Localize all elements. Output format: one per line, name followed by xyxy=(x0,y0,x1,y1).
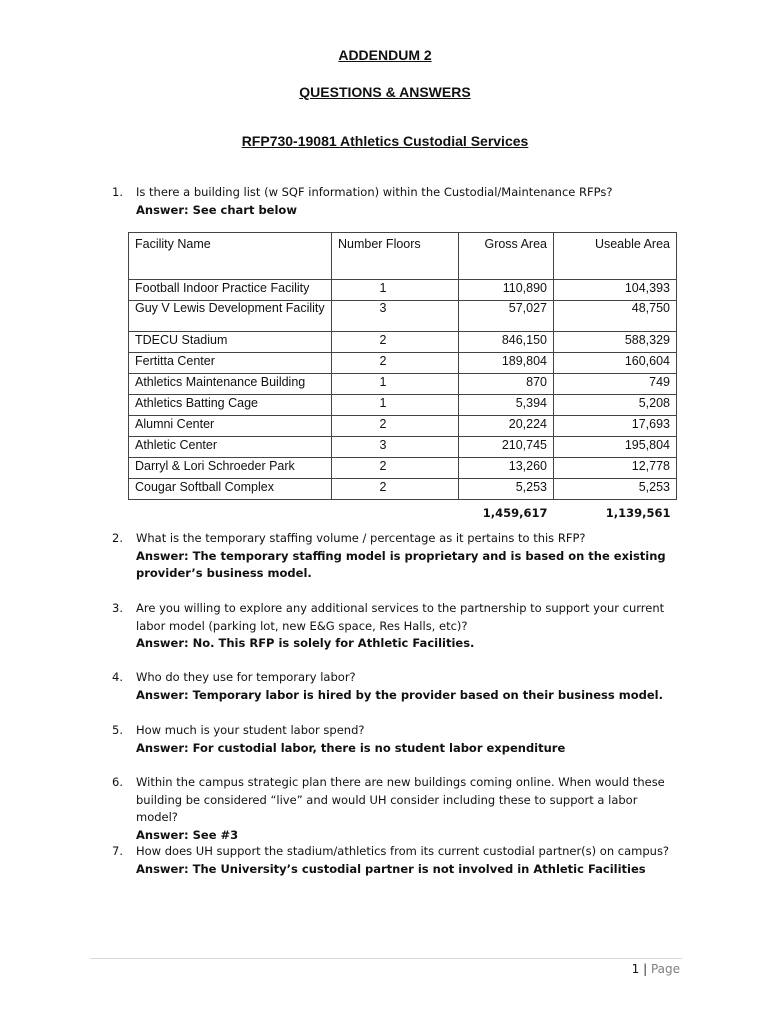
question-number: 1. xyxy=(112,185,123,199)
facility-useable-area: 104,393 xyxy=(554,280,677,301)
facility-name: TDECU Stadium xyxy=(129,332,332,353)
table-row xyxy=(129,353,677,374)
facility-useable-area: 17,693 xyxy=(554,416,677,437)
facility-floors: 3 xyxy=(332,437,459,458)
facility-gross-area: 110,890 xyxy=(459,280,554,301)
question-number: 7. xyxy=(112,844,123,858)
total-useable-area: 1,139,561 xyxy=(605,506,671,520)
total-gross-area: 1,459,617 xyxy=(482,506,548,520)
facility-useable-area: 160,604 xyxy=(554,353,677,374)
page-label: Page xyxy=(650,962,680,976)
facility-useable-area: 48,750 xyxy=(554,301,677,332)
facility-gross-area: 870 xyxy=(459,374,554,395)
addendum-title: ADDENDUM 2 xyxy=(338,47,432,63)
header-useable-area: Useable Area xyxy=(554,233,677,280)
table-row xyxy=(129,416,677,437)
question-text: Within the campus strategic plan there are new buildings coming online. When would these building be considered “live” and would UH consider including these to support a labor model? xyxy=(136,775,665,824)
question-number: 5. xyxy=(112,723,123,737)
page-footer xyxy=(632,962,680,976)
table-row xyxy=(129,479,677,500)
answer-text: Answer: No. This RFP is solely for Athletic Facilities. xyxy=(136,636,475,650)
facility-gross-area: 57,027 xyxy=(459,301,554,332)
facility-floors: 2 xyxy=(332,416,459,437)
facility-name: Football Indoor Practice Facility xyxy=(129,280,332,301)
table-totals-row xyxy=(129,500,677,521)
footer-divider xyxy=(90,958,682,959)
footer-separator: | xyxy=(643,962,648,976)
facility-name: Guy V Lewis Development Facility xyxy=(129,301,332,332)
facility-floors: 1 xyxy=(332,374,459,395)
facility-useable-area: 588,329 xyxy=(554,332,677,353)
table-header-row xyxy=(129,233,677,280)
rfp-title: RFP730-19081 Athletics Custodial Services xyxy=(241,133,529,149)
facility-name: Athletic Center xyxy=(129,437,332,458)
question-text: How much is your student labor spend? xyxy=(136,723,365,737)
facility-gross-area: 189,804 xyxy=(459,353,554,374)
table-row xyxy=(129,395,677,416)
table-row xyxy=(129,458,677,479)
facility-useable-area: 5,253 xyxy=(554,479,677,500)
facility-gross-area: 210,745 xyxy=(459,437,554,458)
question-text: How does UH support the stadium/athletics from its current custodial partner(s) on campus? xyxy=(136,844,670,858)
facility-useable-area: 195,804 xyxy=(554,437,677,458)
answer-text: Answer: See #3 xyxy=(136,827,239,842)
header-facility-name: Facility Name xyxy=(129,233,332,280)
table-row xyxy=(129,374,677,395)
header-gross-area: Gross Area xyxy=(459,233,554,280)
facility-useable-area: 5,208 xyxy=(554,395,677,416)
table-row xyxy=(129,301,677,332)
question-number: 6. xyxy=(112,775,123,789)
answer-text: Answer: For custodial labor, there is no student labor expenditure xyxy=(136,740,566,755)
facility-name: Athletics Batting Cage xyxy=(129,395,332,416)
facility-floors: 2 xyxy=(332,458,459,479)
facility-floors: 2 xyxy=(332,353,459,374)
facility-gross-area: 5,253 xyxy=(459,479,554,500)
facility-gross-area: 846,150 xyxy=(459,332,554,353)
facility-name: Cougar Softball Complex xyxy=(129,479,332,500)
facility-floors: 2 xyxy=(332,479,459,500)
facility-name: Alumni Center xyxy=(129,416,332,437)
facility-gross-area: 13,260 xyxy=(459,458,554,479)
question-text: Are you willing to explore any additional services to the partnership to support your current labor model (parking lot, new E&G space, Res Halls, etc)? xyxy=(136,601,665,633)
facility-floors: 2 xyxy=(332,332,459,353)
table-row xyxy=(129,437,677,458)
facility-useable-area: 749 xyxy=(554,374,677,395)
answer-text: Answer: The University’s custodial partner is not involved in Athletic Facilities xyxy=(136,861,646,876)
question-text: Is there a building list (w SQF information) within the Custodial/Maintenance RFPs? xyxy=(136,185,613,199)
table-row xyxy=(129,332,677,353)
answer-text: Answer: The temporary staffing model is proprietary and is based on the existing provider’s business model. xyxy=(136,548,666,580)
facility-floors: 3 xyxy=(332,301,459,332)
facility-name: Athletics Maintenance Building xyxy=(129,374,332,395)
facility-gross-area: 20,224 xyxy=(459,416,554,437)
facility-table xyxy=(128,232,677,520)
facility-name: Fertitta Center xyxy=(129,353,332,374)
qa-title: QUESTIONS & ANSWERS xyxy=(299,84,471,100)
page-number: 1 xyxy=(631,962,640,976)
table-row xyxy=(129,280,677,301)
facility-floors: 1 xyxy=(332,395,459,416)
facility-floors: 1 xyxy=(332,280,459,301)
facility-gross-area: 5,394 xyxy=(459,395,554,416)
question-number: 3. xyxy=(112,601,123,615)
answer-text: Answer: See chart below xyxy=(136,202,297,217)
facility-useable-area: 12,778 xyxy=(554,458,677,479)
header-number-floors: Number Floors xyxy=(332,233,459,280)
question-number: 2. xyxy=(112,531,123,545)
answer-text: Answer: Temporary labor is hired by the provider based on their business model. xyxy=(136,687,663,702)
question-text: What is the temporary staffing volume / percentage as it pertains to this RFP? xyxy=(136,531,586,545)
facility-name: Darryl & Lori Schroeder Park xyxy=(129,458,332,479)
question-number: 4. xyxy=(112,670,123,684)
question-text: Who do they use for temporary labor? xyxy=(136,670,356,684)
